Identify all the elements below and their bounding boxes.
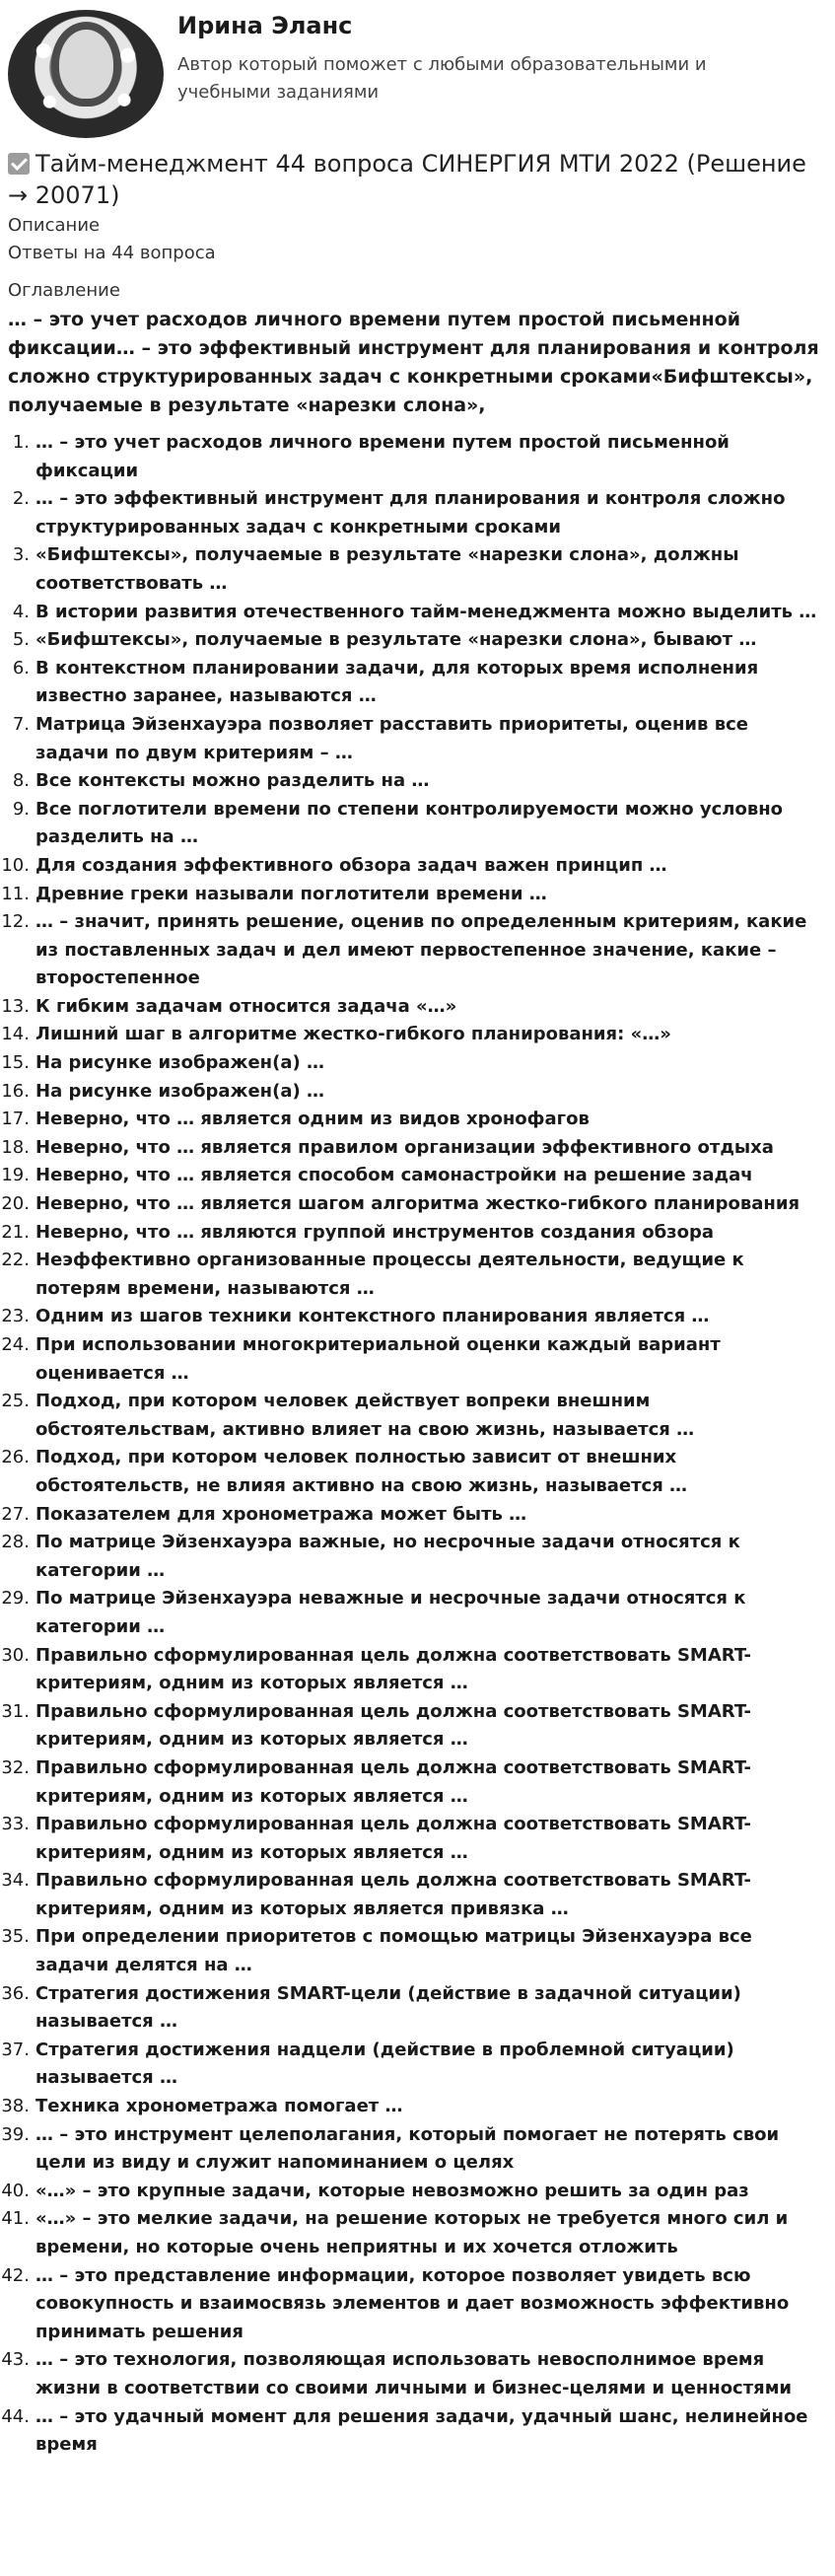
toc-item[interactable] [1,2403,824,2460]
toc-item-text: Неверно, что … является одним из видов хронофагов [35,1109,590,1130]
toc-item-text: Все поглотители времени по степени контролируемости можно условно разделить на … [35,798,784,848]
toc-list [0,429,835,2460]
toc-item-number: 21 . [0,1219,30,1248]
toc-item[interactable] [1,2178,824,2206]
toc-item-text: «Бифштексы», получаемые в результате «нарезки слона», должны соответствовать … [35,544,739,594]
toc-item-number: 41 . [0,2205,30,2234]
toc-item[interactable] [1,1303,824,1331]
toc-item[interactable] [1,1049,824,1078]
toc-item-number: 16 . [0,1078,30,1107]
avatar[interactable] [8,10,164,138]
toc-item-number: 15 . [0,1049,30,1078]
toc-item[interactable] [12,626,824,655]
toc-item[interactable] [12,796,824,852]
toc-item-text: Все контексты можно разделить на … [35,770,430,792]
toc-item-number: 32 . [0,1754,30,1783]
toc-item-number: 8 . [0,767,30,796]
toc-item-text: … – это учет расходов личного времени путем простой письменной фиксации [35,432,730,481]
toc-item-text: Неверно, что … являются группой инструментов создания обзора [35,1221,715,1243]
toc-item[interactable] [1,852,824,881]
toc-item[interactable] [1,2037,824,2093]
toc-item-text: Древние греки называли поглотители времени … [35,883,547,904]
toc-item-text: … – это представление информации, которое позволяет увидеть всю совокупность и взаимосвязь элементов и дает возможность эффективно принимать решения [35,2264,790,2342]
toc-item-number: 11 . [0,881,30,909]
toc-item-text: Неэффективно организованные процессы деятельности, ведущие к потерям времени, называются … [35,1250,744,1299]
toc-item-number: 33 . [0,1811,30,1839]
toc-item-text: Правильно сформулированная цель должна соответствовать SMART-критериям, одним из которых является … [35,1756,751,1807]
toc-item[interactable] [1,1106,824,1134]
toc-item[interactable] [1,1867,824,1923]
toc-item[interactable] [1,1134,824,1163]
toc-item-number: 29 . [0,1585,30,1613]
toc-item-text: По матрице Эйзенхауэра важные, но несрочные задачи относятся к категории … [35,1532,740,1581]
toc-item-text: Матрица Эйзенхауэра позволяет расставить приоритеты, оценив все задачи по двум критериям – … [35,713,748,763]
toc-item-number: 1 . [0,429,30,458]
toc-item-text: При определении приоритетов с помощью матрицы Эйзенхауэра все задачи делятся на … [35,1926,752,1976]
toc-item-number: 9 . [0,796,30,824]
toc-item[interactable] [1,1190,824,1219]
toc-item-number: 42 . [0,2262,30,2291]
toc-item-number: 14 . [0,1021,30,1049]
toc-item[interactable] [1,1501,824,1530]
toc-item-text: Показателем для хронометража может быть … [35,1503,527,1525]
toc-item-number: 2 . [0,485,30,514]
toc-item-text: Правильно сформулированная цель должна соответствовать SMART-критериям, одним из которых является … [35,1644,751,1694]
toc-item-text: … – значит, принять решение, оценив по определенным критериям, какие из поставленных задач и дел имеют первостепенное значение, какие – второстепенное [35,911,807,989]
toc-item[interactable] [1,1444,824,1500]
toc-item-text: Неверно, что … является способом самонастройки на решение задач [35,1165,753,1186]
toc-item-text: В истории развития отечественного тайм-менеджмента можно выделить … [35,601,817,622]
toc-item-number: 34 . [0,1867,30,1896]
toc-item[interactable] [1,1923,824,1979]
toc-item-text: … – это инструмент целеполагания, который помогает не потерять свои цели из виду и служит напоминанием о целях [35,2123,780,2174]
page-title-text: Тайм-менеджмент 44 вопроса СИНЕРГИЯ МТИ 2022 (Решение → 20071) [8,150,806,209]
toc-item[interactable] [1,1388,824,1444]
toc-item-text: Лишний шаг в алгоритме жестко-гибкого планирования: «…» [35,1024,671,1045]
toc-item-text: На рисунке изображен(а) … [35,1052,324,1074]
toc-item[interactable] [1,1078,824,1107]
toc-item-number: 36 . [0,1980,30,2009]
author-name[interactable]: Ирина Эланс [177,12,353,39]
toc-item[interactable] [1,908,824,993]
toc-item[interactable] [1,1811,824,1867]
toc-item-number: 22 . [0,1247,30,1275]
toc-item[interactable] [1,2121,824,2178]
toc-item-text: … – это удачный момент для решения задачи, удачный шанс, нелинейное время [35,2405,808,2456]
toc-item-number: 3 . [0,541,30,570]
toc-item[interactable] [12,541,824,598]
toc-item-text: Правильно сформулированная цель должна соответствовать SMART-критериям, одним из которых является … [35,1814,751,1863]
toc-item-number: 7 . [0,711,30,740]
toc-item-number: 27 . [0,1501,30,1530]
toc-item-text: По матрице Эйзенхауэра неважные и несрочные задачи относятся к категории … [35,1588,746,1637]
toc-item-text: Неверно, что … является шагом алгоритма жестко-гибкого планирования [35,1193,800,1215]
toc-item-text: Для создания эффективного обзора задач важен принцип … [35,854,667,876]
toc-item-text: «Бифштексы», получаемые в результате «нарезки слона», бывают … [35,629,757,651]
toc-item-number: 31 . [0,1698,30,1727]
toc-item[interactable] [1,1219,824,1248]
toc-item-text: … – это технология, позволяющая использовать невосполнимое время жизни в соответствии со своими личными и бизнес-целями и ценностями [35,2349,793,2398]
toc-item-number: 12 . [0,908,30,937]
toc-item-number: 26 . [0,1444,30,1472]
toc-item-text: На рисунке изображен(а) … [35,1080,324,1102]
toc-item-number: 35 . [0,1923,30,1952]
toc-item-text: Правильно сформулированная цель должна соответствовать SMART-критериям, одним из которых является привязка … [35,1870,751,1919]
author-card [0,0,835,148]
toc-item-number: 20 . [0,1190,30,1219]
toc-item-number: 37 . [0,2037,30,2065]
toc-item-text: «…» – это крупные задачи, которые невозможно решить за один раз [35,2180,749,2201]
toc-item[interactable] [1,1021,824,1049]
description-text: Ответы на 44 вопроса [8,243,216,263]
description-label: Описание [8,215,101,236]
toc-item-number: 28 . [0,1529,30,1557]
toc-item-number: 39 . [0,2121,30,2150]
toc-item[interactable] [12,655,824,711]
toc-label: Оглавление [8,280,120,301]
toc-item[interactable] [1,1529,824,1585]
toc-item[interactable] [12,485,824,541]
toc-item-number: 6 . [0,655,30,683]
check-icon [8,153,30,175]
toc-item-text: Техника хронометража помогает … [35,2096,403,2117]
toc-item-number: 13 . [0,993,30,1022]
toc-item-text: При использовании многокритериальной оценки каждый вариант оценивается … [35,1334,721,1384]
toc-item-number: 23 . [0,1303,30,1331]
toc-item[interactable] [1,1585,824,1641]
toc-item-text: Правильно сформулированная цель должна соответствовать SMART-критериям, одним из которых является … [35,1700,751,1751]
toc-item-text: Подход, при котором человек полностью зависит от внешних обстоятельств, не влияя активно на свою жизнь, называется … [35,1447,688,1496]
toc-item-text: Стратегия достижения SMART-цели (действие в задачной ситуации) называется … [35,1982,741,2033]
author-description: Автор который поможет с любыми образовательными и учебными заданиями [177,54,707,103]
toc-item-text: К гибким задачам относится задача «…» [35,995,457,1017]
toc-item-text: Неверно, что … является правилом организации эффективного отдыха [35,1136,774,1158]
toc-item-number: 24 . [0,1331,30,1360]
toc-item-number: 25 . [0,1388,30,1416]
toc-item-number: 40 . [0,2178,30,2206]
page-title [8,148,826,211]
toc-item-text: «…» – это мелкие задачи, на решение которых не требуется много сил и времени, но которые очень неприятны и их хочется отложить [35,2208,789,2257]
toc-item[interactable] [12,599,824,627]
toc-item[interactable] [1,1162,824,1190]
toc-item[interactable] [1,1754,824,1811]
toc-item[interactable] [1,1247,824,1303]
toc-item[interactable] [1,2093,824,2121]
toc-item-text: … – это эффективный инструмент для планирования и контроля сложно структурированных задач с конкретными сроками [35,488,786,537]
toc-item-number: 19 . [0,1162,30,1190]
toc-item[interactable] [1,2262,824,2347]
toc-heading: … – это учет расходов личного времени путем простой письменной фиксации… – это эффективный инструмент для планирования и контроля сложно структурированных задач с конкретными сроками«Бифштексы», получаемые в результате «нарезки слона», [8,309,819,416]
toc-item-number: 18 . [0,1134,30,1163]
toc-item-text: Стратегия достижения надцели (действие в проблемной ситуации) называется … [35,2039,734,2089]
toc-item[interactable] [12,767,824,796]
toc-item-text: Одним из шагов техники контекстного планирования является … [35,1306,710,1327]
title-row [8,148,826,211]
toc-item-text: В контекстном планировании задачи, для которых время исполнения известно заранее, называются … [35,657,759,707]
toc-item[interactable] [1,2346,824,2402]
toc-item[interactable] [1,1698,824,1754]
toc-item[interactable] [1,993,824,1022]
toc-item[interactable] [12,711,824,767]
toc-item[interactable] [1,881,824,909]
toc-item[interactable] [12,429,824,485]
toc-item-number: 4 . [0,599,30,627]
toc-item-number: 30 . [0,1642,30,1671]
toc-item[interactable] [1,1980,824,2037]
toc-item[interactable] [1,1642,824,1698]
toc-item[interactable] [1,1331,824,1388]
toc-item-number: 38 . [0,2093,30,2121]
toc-item-number: 43 . [0,2346,30,2375]
toc-item-number: 5 . [0,626,30,655]
toc-item-number: 44 . [0,2403,30,2432]
toc-item-number: 17 . [0,1106,30,1134]
toc-item[interactable] [1,2205,824,2261]
toc-item-number: 10 . [0,852,30,881]
toc-item-text: Подход, при котором человек действует вопреки внешним обстоятельствам, активно влияет на свою жизнь, называется … [35,1391,695,1440]
